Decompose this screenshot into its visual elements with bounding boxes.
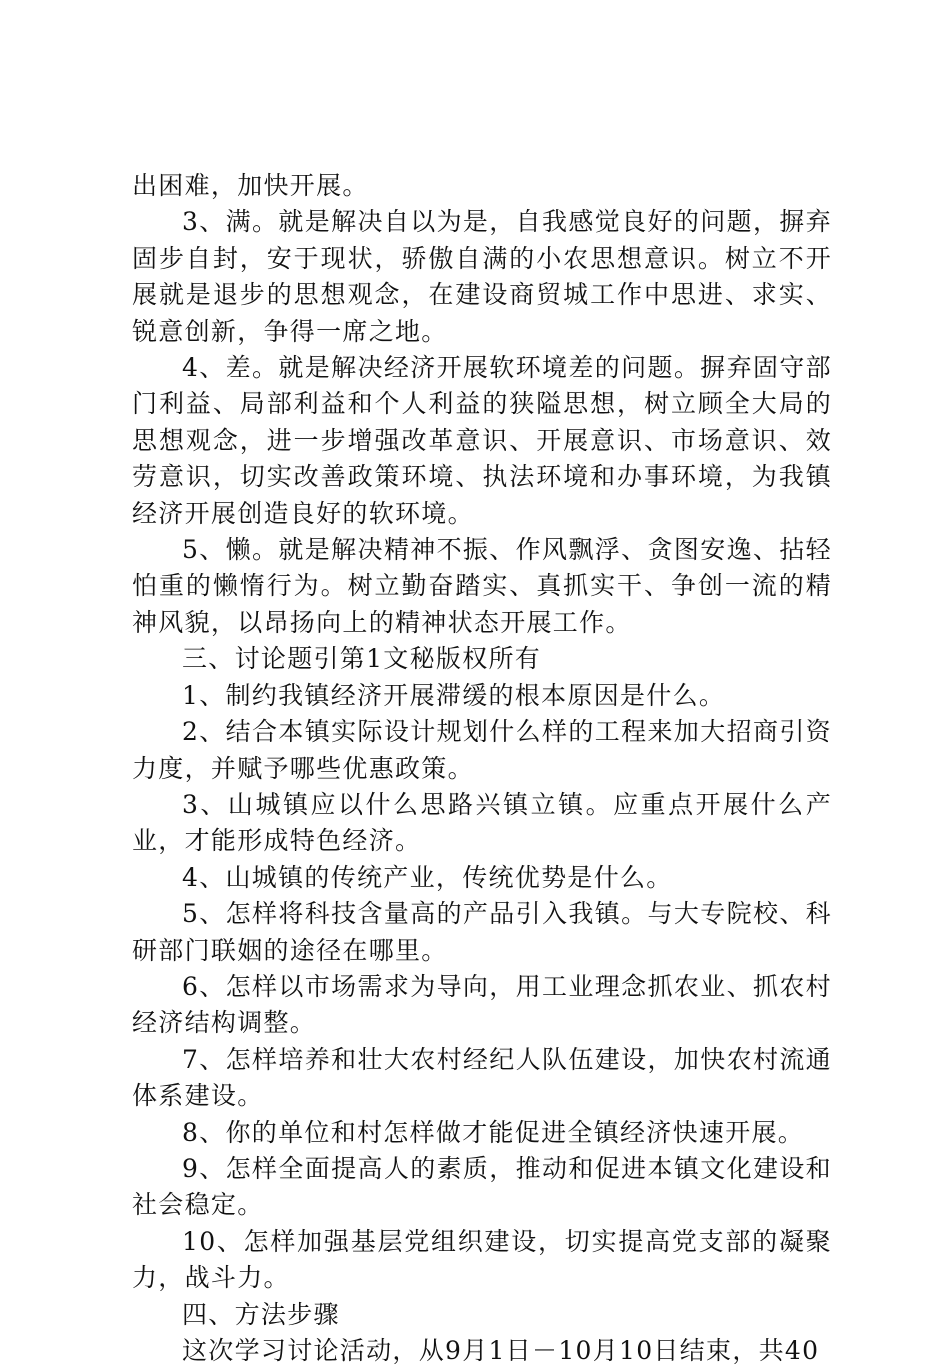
question-item: 1、制约我镇经济开展滞缓的根本原因是什么。	[182, 680, 726, 710]
question-item: 10、怎样加强基层党组织建设，切实提高党支部的凝聚力，战斗力。	[132, 1226, 832, 1293]
question-item: 9、怎样全面提高人的素质，推动和促进本镇文化建设和社会稳定。	[132, 1153, 832, 1220]
question-item: 4、山城镇的传统产业，传统优势是什么。	[182, 862, 673, 892]
paragraph: 4、差。就是解决经济开展软环境差的问题。摒弃固守部门利益、局部利益和个人利益的狭隘思想，树立顾全大局的思想观念，进一步增强改革意识、开展意识、市场意识、效劳意识，切实改善政策环境、执法环境和办事环境，为我镇经济开展创造良好的软环境。	[132, 353, 832, 528]
paragraph: 出困难，加快开展。	[132, 171, 369, 200]
question-item: 6、怎样以市场需求为导向，用工业理念抓农业、抓农村经济结构调整。	[132, 971, 832, 1038]
paragraph: 3、满。就是解决自以为是，自我感觉良好的问题，摒弃固步自封，安于现状，骄傲自满的小农思想意识。树立不开展就是退步的思想观念，在建设商贸城工作中思进、求实、锐意创新，争得一席之地。	[132, 207, 832, 346]
question-item: 2、结合本镇实际设计规划什么样的工程来加大招商引资力度，并赋予哪些优惠政策。	[132, 717, 832, 783]
section-heading: 四、方法步骤	[182, 1299, 340, 1329]
question-item: 5、怎样将科技含量高的产品引入我镇。与大专院校、科研部门联姻的途径在哪里。	[132, 899, 832, 965]
question-item: 7、怎样培养和壮大农村经纪人队伍建设，加快农村流通体系建设。	[132, 1044, 832, 1111]
question-item: 8、你的单位和村怎样做才能促进全镇经济快速开展。	[182, 1117, 805, 1147]
question-item: 3、山城镇应以什么思路兴镇立镇。应重点开展什么产业，才能形成特色经济。	[132, 789, 832, 856]
paragraph: 这次学习讨论活动，从9月1日－10月10日结束，共40	[182, 1336, 820, 1365]
paragraph: 5、懒。就是解决精神不振、作风飘浮、贪图安逸、拈轻怕重的懒惰行为。树立勤奋踏实、真抓实干、争创一流的精神风貌，以昂扬向上的精神状态开展工作。	[132, 535, 832, 637]
section-heading: 三、讨论题引第1文秘版权所有	[182, 644, 542, 674]
document-body	[132, 168, 832, 1369]
